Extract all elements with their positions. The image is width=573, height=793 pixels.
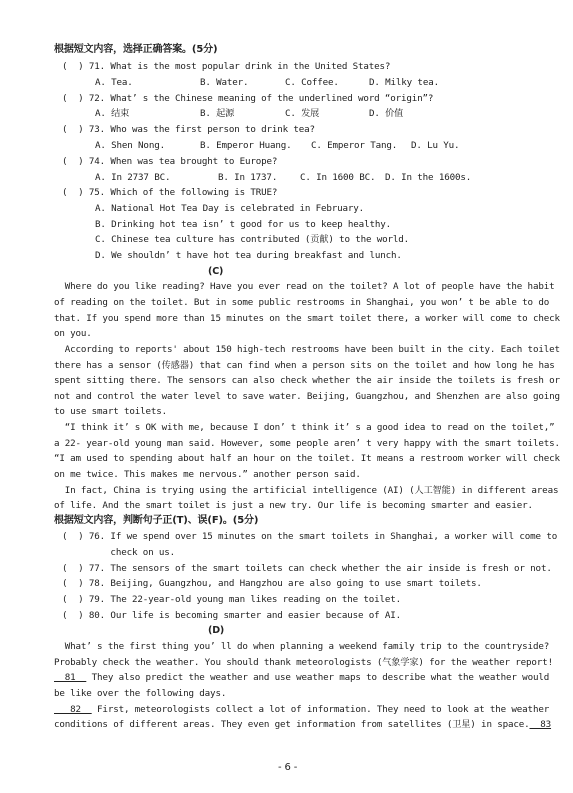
passage-c-line: “I think it’ s OK with me, because I don’ t think it’ s a good idea to read on the toilet,” [54,422,555,433]
option-a: A. Tea. [95,77,133,88]
question-71: ( ) 71. What is the most popular drink in the United States? [62,61,391,72]
blank-83: 83 [529,719,552,730]
option-a: A. National Hot Tea Day is celebrated in February. [95,203,365,214]
option-b: B. Emperor Huang. [200,140,292,151]
blank-81: 81 [54,672,87,683]
question-75: ( ) 75. Which of the following is TRUE? [62,187,278,198]
passage-c-line: of life. And the smart toilet is just a new try. Our life is becoming smarter and easier. [54,500,533,511]
passage-d-line: What’ s the first thing you’ ll do when planning a weekend family trip to the countryside? [54,641,550,652]
tf-item-76: ( ) 76. If we spend over 15 minutes on the smart toilets in Shanghai, a worker will come to [62,531,558,542]
passage-c-line: In fact, China is trying using the artificial intelligence (AI) (人工智能) in different areas [54,485,559,496]
passage-c-line: a 22- year-old young man said. However, some people aren’ t very happy with the smart toilets. [54,438,560,449]
tf-item-78: ( ) 78. Beijing, Guangzhou, and Hangzhou are also going to use smart toilets. [62,578,482,589]
passage-d-text: First, meteorologists collect a lot of information. They need to look at the weather [91,704,550,715]
passage-c-line: According to reports' about 150 high-tech restrooms have been built in the city. Each toilet [54,344,560,355]
passage-c-line: of reading on the toilet. But in some public restrooms in Shanghai, you won’ t be able to do [54,297,550,308]
option-d: D. Milky tea. [369,77,439,88]
option-c: C. Coffee. [285,77,339,88]
option-d: D. Lu Yu. [411,140,460,151]
question-74: ( ) 74. When was tea brought to Europe? [62,156,278,167]
option-c: C. In 1600 BC. [300,172,376,183]
blank-82: 82 [54,704,92,715]
tf-item-77: ( ) 77. The sensors of the smart toilets can check whether the air inside is fresh or not. [62,563,552,574]
section-heading-choice: 根据短文内容，选择正确答案。(5分) [54,44,218,55]
passage-d-line [54,719,551,731]
option-b: B. Drinking hot tea isn’ t good for us to keep healthy. [95,219,391,230]
passage-c-line: “I am used to spending about half an hour on the toilet. It means a restroom worker will check [54,453,560,464]
option-b: B. In 1737. [218,172,278,183]
option-c: C. Chinese tea culture has contributed (贡献) to the world. [95,234,410,245]
tf-item-76-cont: check on us. [62,547,176,558]
passage-c-line: spent sitting there. The sensors can also check whether the air inside the toilets is fresh or [54,375,560,386]
passage-c-line: not and control the water level to save water. Beijing, Guangzhou, and Shenzhen are also going [54,391,560,402]
section-heading-true-false: 根据短文内容，判断句子正(T)、误(F)。(5分) [54,515,259,526]
option-a: A. Shen Nong. [95,140,165,151]
question-73: ( ) 73. Who was the first person to drink tea? [62,124,315,135]
passage-c-line: that. If you spend more than 15 minutes on the smart toilet there, a worker will come to check [54,313,560,324]
passage-c-line: there has a sensor (传感器) that can find when a person sits on the toilet and how long he has [54,360,555,371]
option-b: B. 起源 [200,108,235,119]
page-number: - 6 - [278,762,298,773]
passage-d-line: Probably check the weather. You should thank meteorologists (气象学家) for the weather report! [54,657,553,668]
passage-c-line: Where do you like reading? Have you ever read on the toilet? A lot of people have the habit [54,281,555,292]
passage-c-line: on you. [54,328,92,339]
question-72: ( ) 72. What’ s the Chinese meaning of the underlined word “origin”? [62,93,434,104]
option-d: D. 价值 [369,108,404,119]
tf-item-79: ( ) 79. The 22-year-old young man likes reading on the toilet. [62,594,402,605]
passage-c-label: (C) [208,266,224,277]
passage-d-text: conditions of different areas. They even get information from satellites (卫星) in space. [54,719,530,730]
option-c: C. 发展 [285,108,320,119]
passage-c-line: on me twice. This makes me nervous.” another person said. [54,469,361,480]
option-b: B. Water. [200,77,249,88]
option-a: A. 结束 [95,108,130,119]
passage-d-line: be like over the following days. [54,688,227,699]
option-c: C. Emperor Tang. [311,140,398,151]
passage-d-line [54,672,549,684]
tf-item-80: ( ) 80. Our life is becoming smarter and easier because of AI. [62,610,402,621]
passage-d-text: They also predict the weather and use weather maps to describe what the weather would [86,672,550,683]
option-d: D. In the 1600s. [385,172,472,183]
passage-d-line [54,704,549,716]
option-a: A. In 2737 BC. [95,172,171,183]
passage-c-line: to use smart toilets. [54,406,168,417]
passage-d-label: (D) [208,625,225,636]
option-d: D. We shouldn’ t have hot tea during breakfast and lunch. [95,250,402,261]
